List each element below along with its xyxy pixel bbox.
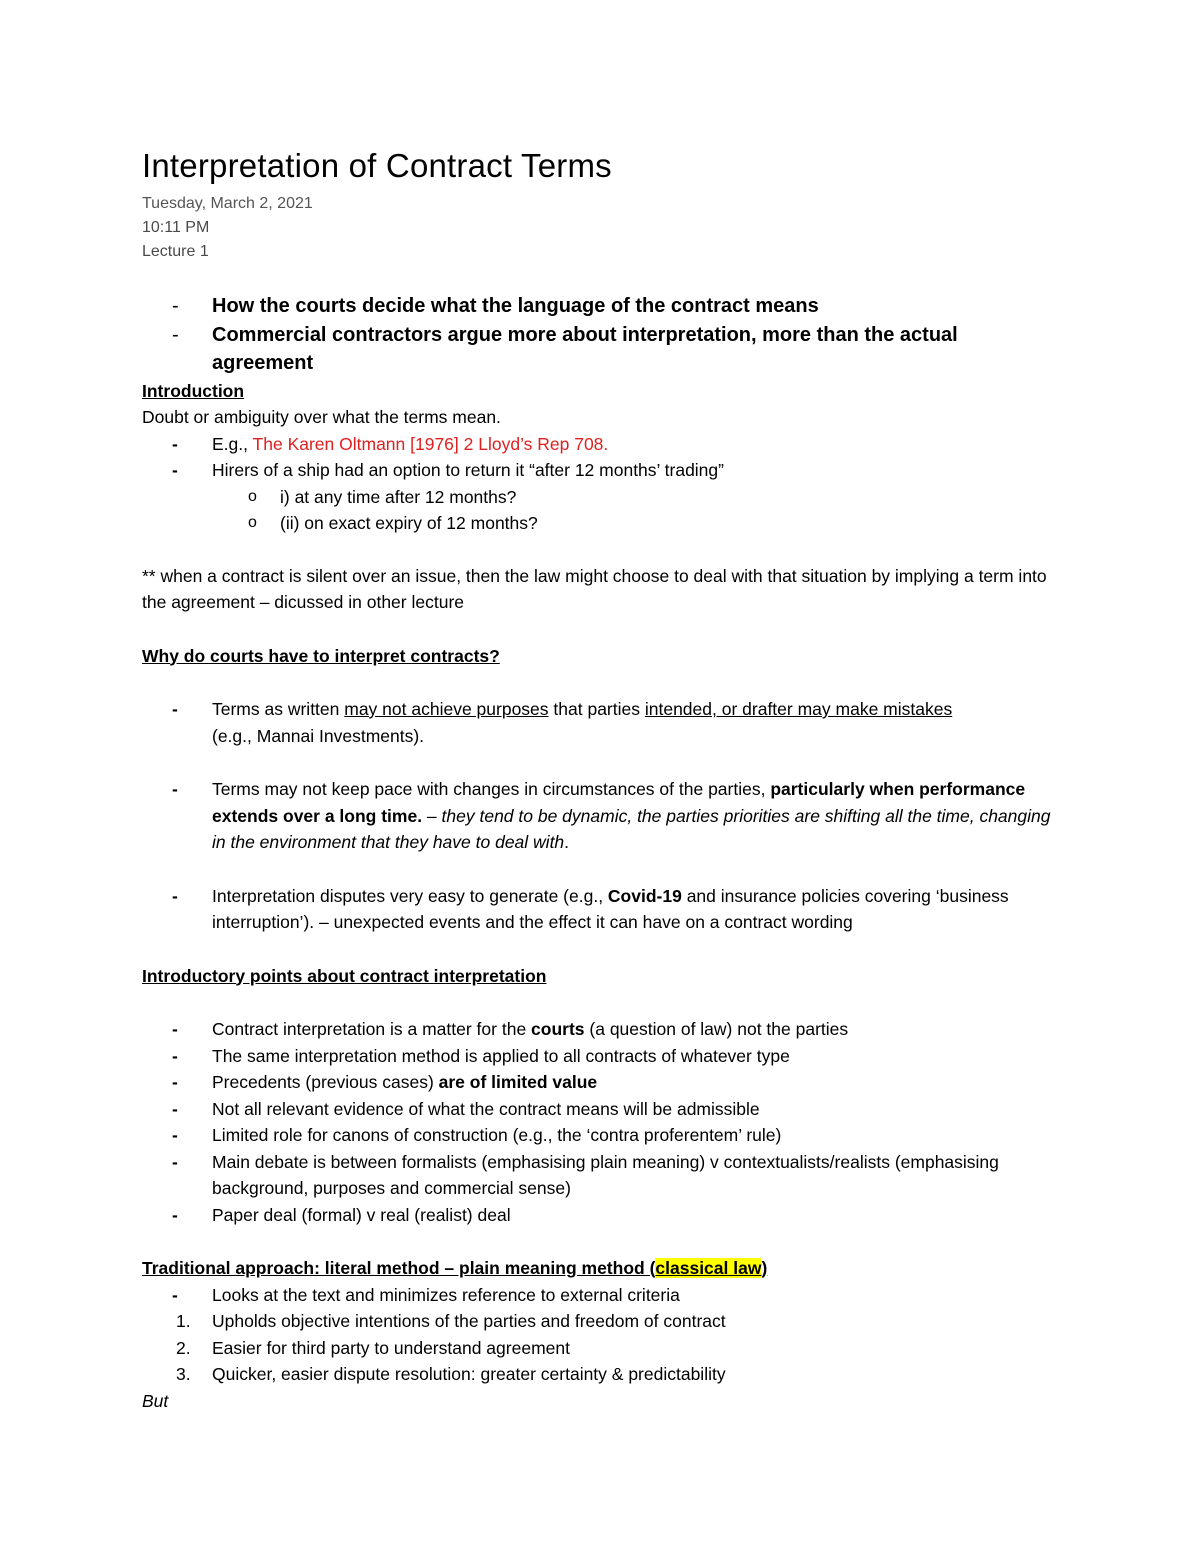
note-date: Tuesday, March 2, 2021	[142, 195, 313, 212]
number-marker: 2.	[176, 1337, 191, 1358]
dash-marker: -	[172, 433, 178, 454]
list-item: - Terms may not keep pace with changes in circumstances of the parties, particularly when performance extends over a long time. – they tend to be dynamic, the parties priorities are shifting all the time, changing in the environment that they have to deal with.	[142, 776, 1062, 856]
list-item: - Not all relevant evidence of what the contract means will be admissible	[142, 1096, 1062, 1123]
note-time: 10:11 PM	[142, 219, 210, 236]
intro-bullet: - How the courts decide what the language of the contract means	[142, 292, 1062, 321]
list-item: - Limited role for canons of construction (e.g., the ‘contra proferentem’ rule)	[142, 1122, 1062, 1149]
list-item: - Paper deal (formal) v real (realist) deal	[142, 1202, 1062, 1229]
case-citation: The Karen Oltmann [1976] 2 Lloyd’s Rep 708.	[252, 433, 609, 454]
list-item: - Main debate is between formalists (emphasising plain meaning) v contextualists/realists (emphasising background, purposes and commercial sense)	[142, 1149, 1062, 1202]
dash-marker: -	[172, 779, 178, 799]
list-item: - E.g., The Karen Oltmann [1976] 2 Lloyd’s Rep 708.	[142, 431, 1062, 458]
sub-list-item: o (ii) on exact expiry of 12 months?	[142, 510, 1062, 537]
dash-marker: -	[172, 1125, 178, 1145]
dash-marker: -	[172, 323, 179, 346]
dash-marker: -	[172, 1284, 178, 1305]
dash-marker: -	[172, 1072, 178, 1092]
dash-marker: -	[172, 460, 178, 480]
numbered-item: 1. Upholds objective intentions of the parties and freedom of contract	[142, 1308, 1062, 1335]
circle-marker: o	[248, 487, 257, 505]
implied-term-note: ** when a contract is silent over an issue, then the law might choose to deal with that situation by implying a term into the agreement – dicussed in other lecture	[142, 565, 1047, 612]
dash-marker: -	[172, 1019, 178, 1039]
list-item: - The same interpretation method is applied to all contracts of whatever type	[142, 1043, 1062, 1070]
numbered-item: 2. Easier for third party to understand agreement	[142, 1335, 1062, 1362]
dash-marker: -	[172, 885, 178, 906]
list-item: - Precedents (previous cases) are of limited value	[142, 1069, 1062, 1096]
introduction-text: Doubt or ambiguity over what the terms mean.	[142, 407, 501, 427]
section-heading-introductory-points: Introductory points about contract interpretation	[142, 965, 547, 986]
page-title: Interpretation of Contract Terms	[142, 147, 612, 184]
note-lecture: Lecture 1	[142, 243, 209, 260]
but-text: But	[142, 1390, 169, 1411]
number-marker: 3.	[176, 1364, 191, 1384]
section-heading-introduction: Introduction	[142, 380, 245, 401]
highlighted-text: classical law	[655, 1258, 762, 1278]
intro-bullet: - Commercial contractors argue more about interpretation, more than the actual agreement	[142, 321, 1062, 378]
list-item: - Contract interpretation is a matter for the courts (a question of law) not the parties	[142, 1016, 1062, 1043]
list-item: - Looks at the text and minimizes reference to external criteria	[142, 1282, 1062, 1309]
dash-marker: -	[172, 295, 179, 317]
list-item: - Terms as written may not achieve purposes that parties intended, or drafter may make mistakes (e.g., Mannai Investments).	[142, 696, 1062, 749]
list-item: - Interpretation disputes very easy to generate (e.g., Covid-19 and insurance policies covering ‘business interruption’). – unexpected events and the effect it can have on a contract wording	[142, 883, 1062, 936]
circle-marker: o	[248, 514, 257, 531]
dash-marker: -	[172, 699, 178, 719]
dash-marker: -	[172, 1204, 178, 1225]
section-heading-why: Why do courts have to interpret contracts?	[142, 645, 500, 666]
dash-marker: -	[172, 1098, 178, 1119]
dash-marker: -	[172, 1045, 178, 1066]
sub-list-item: o i) at any time after 12 months?	[142, 484, 1062, 511]
dash-marker: -	[172, 1151, 178, 1172]
document-page	[142, 140, 1062, 1414]
numbered-item: 3. Quicker, easier dispute resolution: greater certainty & predictability	[142, 1361, 1062, 1388]
number-marker: 1.	[176, 1311, 191, 1331]
section-heading-traditional: Traditional approach: literal method – plain meaning method (classical law)	[142, 1258, 768, 1278]
list-item: - Hirers of a ship had an option to return it “after 12 months’ trading”	[142, 457, 1062, 484]
